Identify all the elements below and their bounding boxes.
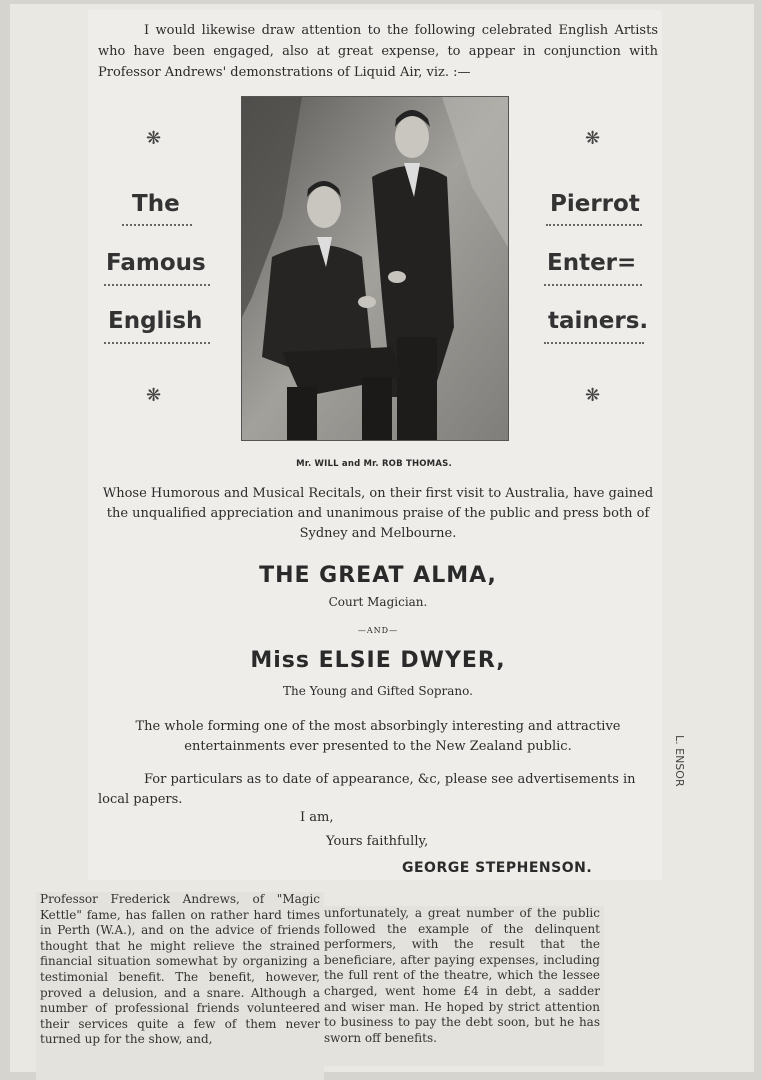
- dwyer-subtitle: The Young and Gifted Soprano.: [283, 684, 473, 698]
- left-underline-3: [104, 338, 210, 344]
- photo-caption: Mr. WILL and Mr. ROB THOMAS.: [296, 459, 452, 469]
- alma-subtitle: Court Magician.: [328, 595, 428, 609]
- right-underline-3: [544, 338, 644, 344]
- right-underline-2: [544, 280, 642, 286]
- right-word-2: Enter=: [547, 250, 637, 276]
- left-word-1: The: [132, 191, 180, 217]
- left-word-2: Famous: [106, 250, 206, 276]
- left-underline-1: [122, 220, 192, 226]
- and-separator: —AND—: [357, 626, 399, 635]
- intro-text: I would likewise draw attention to the following celebrated English Artists who have been engaged, also at great expense, to appear in conjunction with Professor Andrews' demonstrations of Liquid Air, viz. :—: [98, 23, 658, 80]
- clipping-right: unfortunately, a great number of the public followed the example of the delinquent performers, with the result that the beneficiare, after paying expenses, including the full rent of the theatre, which the lessee charged, went home £4 in debt, a sadder and wiser man. He hoped by strict attention to business to pay the debt soon, but he has sworn off benefits.: [320, 906, 604, 1066]
- star-ornament-bottom-right: ❋: [585, 385, 601, 406]
- clipping-left: Professor Frederick Andrews, of "Magic Kettle" fame, has fallen on rather hard times in Perth (W.A.), and on the advice of friends thought that he might relieve the strained financial situation somewhat by organizing a testimonial benefit. The benefit, however, proved a delusion, and a snare. Although a number of professional friends volunteered their services quite a few of them never turned up for the show, and,: [36, 892, 324, 1080]
- intro-paragraph: [98, 20, 658, 83]
- particulars-paragraph: For particulars as to date of appearance, &c, please see advertisements in local papers.: [98, 772, 636, 807]
- right-word-3: tainers.: [548, 308, 649, 334]
- dwyer-title: Miss ELSIE DWYER,: [250, 648, 506, 673]
- alma-title: THE GREAT ALMA,: [259, 563, 497, 588]
- portrait-illustration: [242, 97, 508, 440]
- closing-yours: Yours faithfully,: [326, 834, 429, 849]
- whole-paragraph: The whole forming one of the most absorbingly interesting and attractive entertainments ever presented to the New Zealand public.: [135, 719, 621, 754]
- star-ornament-top-left: ❋: [146, 128, 162, 149]
- recitals-paragraph: Whose Humorous and Musical Recitals, on their first visit to Australia, have gained the unqualified appreciation and unanimous praise of the public and press both of Sydney and Melbourne.: [102, 486, 654, 541]
- star-ornament-bottom-left: ❋: [146, 385, 162, 406]
- right-underline-1: [546, 220, 642, 226]
- portrait-photo: [241, 96, 509, 441]
- star-ornament-top-right: ❋: [585, 128, 601, 149]
- left-word-3: English: [108, 308, 203, 334]
- closing-i-am: I am,: [300, 810, 334, 825]
- right-word-1: Pierrot: [550, 191, 640, 217]
- left-underline-2: [104, 280, 210, 286]
- signature: GEORGE STEPHENSON.: [402, 860, 593, 876]
- margin-note: L. ENSOR: [673, 735, 686, 787]
